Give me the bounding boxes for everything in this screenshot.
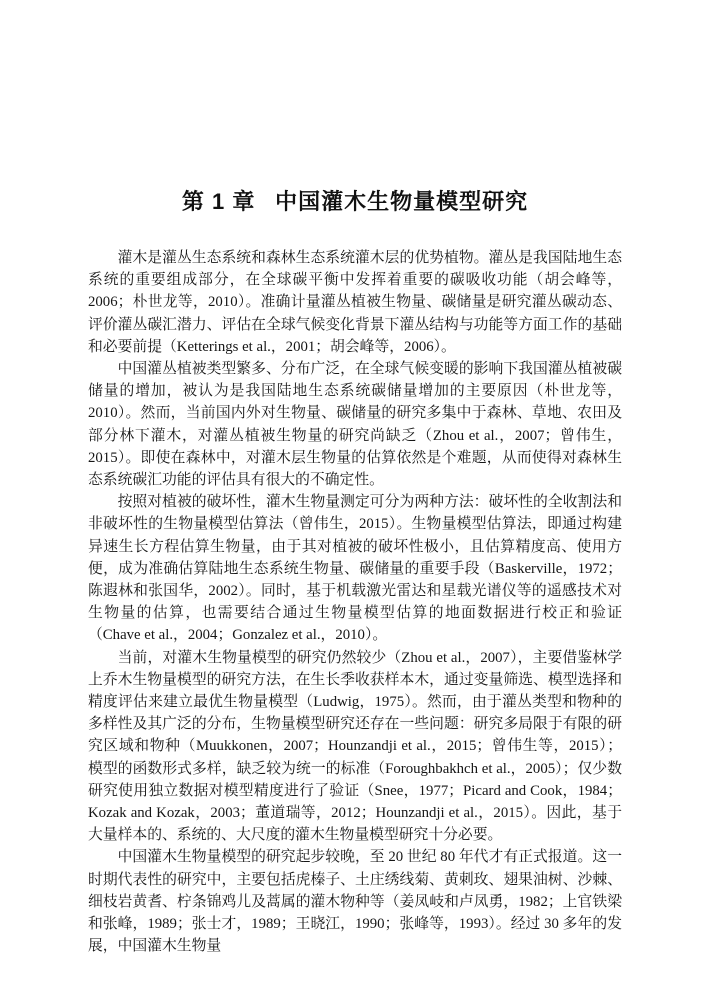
paragraph: 灌木是灌丛生态系统和森林生态系统灌木层的优势植物。灌丛是我国陆地生态系统的重要组成部分，在全球碳平衡中发挥着重要的碳吸收功能（胡会峰等，2006；朴世龙等，2010）。准确计量灌丛植被生物量、碳储量是研究灌丛碳动态、评价灌丛碳汇潜力、评估在全球气候变化背景下灌丛结构与功能等方面工作的基础和必要前提（Ketterings et al.，2001；胡会峰等，2006）。 (88, 250, 622, 355)
paragraph: 按照对植被的破坏性，灌木生物量测定可分为两种方法：破坏性的全收割法和非破坏性的生物量模型估算法（曾伟生，2015）。生物量模型估算法，即通过构建异速生长方程估算生物量，由于其对植被的破坏性极小，且估算精度高、使用方便，成为准确估算陆地生态系统生物量、碳储量的重要手段（Baskerville，1972；陈遐林和张国华，2002）。同时，基于机载激光雷达和星载光谱仪等的遥感技术对生物量的估算，也需要结合通过生物量模型估算的地面数据进行校正和验证（Chave et al.，2004；Gonzalez et al.，2010）。 (88, 494, 622, 644)
chapter-number: 第 1 章 (181, 189, 256, 214)
chapter-title (88, 188, 622, 216)
text-column (88, 188, 622, 958)
chapter-name: 中国灌木生物量模型研究 (275, 189, 529, 214)
paragraph: 中国灌丛植被类型繁多、分布广泛，在全球气候变暖的影响下我国灌丛植被碳储量的增加，被认为是我国陆地生态系统碳储量增加的主要原因（朴世龙等，2010）。然而，当前国内外对生物量、碳储量的研究多集中于森林、草地、农田及部分林下灌木，对灌丛植被生物量的研究尚缺乏（Zhou et al.，2007；曾伟生，2015）。即使在森林中，对灌木层生物量的估算依然是个难题，从而使得对森林生态系统碳汇功能的评估具有很大的不确定性。 (88, 361, 622, 489)
paragraph: 中国灌木生物量模型的研究起步较晚，至 20 世纪 80 年代才有正式报道。这一时期代表性的研究中，主要包括虎榛子、土庄绣线菊、黄刺玫、翅果油树、沙棘、细枝岩黄耆、柠条锦鸡儿及蒿属的灌木物种等（姜凤岐和卢凤勇，1982；上官铁梁和张峰，1989；张士才，1989；王晓江，1990；张峰等，1993）。经过 30 多年的发展，中国灌木生物量 (88, 849, 622, 955)
paragraph: 当前，对灌木生物量模型的研究仍然较少（Zhou et al.，2007），主要借鉴林学上乔木生物量模型的研究方法，在生长季收获样本木，通过变量筛选、模型选择和精度评估来建立最优生物量模型（Ludwig，1975）。然而，由于灌丛类型和物种的多样性及其广泛的分布，生物量模型研究还存在一些问题：研究多局限于有限的研究区域和物种（Muukkonen，2007；Hounzandji et al.，2015；曾伟生等，2015）；模型的函数形式多样，缺乏较为统一的标准（Foroughbakhch et al.，2005）；仅少数研究使用独立数据对模型精度进行了验证（Snee，1977；Picard and Cook，1984；Kozak and Kozak，2003；董道瑞等，2012；Hounzandji et al.，2015）。因此，基于大量样本的、系统的、大尺度的灌木生物量模型研究十分必要。 (88, 649, 622, 844)
